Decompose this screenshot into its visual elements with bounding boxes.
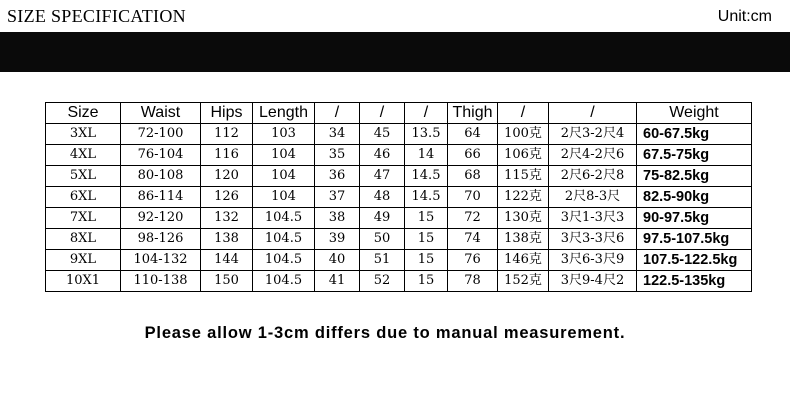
table-cell: 14 (405, 145, 448, 166)
table-cell: 112 (201, 124, 253, 145)
table-cell: 7XL (46, 208, 121, 229)
table-cell: 3尺3-3尺6 (549, 229, 637, 250)
header-banner (0, 32, 790, 72)
table-cell: 15 (405, 250, 448, 271)
table-cell: 46 (360, 145, 405, 166)
table-cell: 49 (360, 208, 405, 229)
table-header-row (46, 103, 752, 124)
column-header: Thigh (448, 103, 498, 124)
table-cell: 36 (315, 166, 360, 187)
table-cell: 152克 (498, 271, 549, 292)
column-header: / (405, 103, 448, 124)
table-cell: 50 (360, 229, 405, 250)
table-cell: 14.5 (405, 166, 448, 187)
table-cell: 104 (253, 166, 315, 187)
column-header: / (498, 103, 549, 124)
table-cell-weight: 75-82.5kg (637, 166, 752, 187)
table-cell: 10X1 (46, 271, 121, 292)
table-row (46, 124, 752, 145)
table-cell: 106克 (498, 145, 549, 166)
table-cell: 76-104 (121, 145, 201, 166)
size-table (45, 102, 752, 292)
table-cell: 138 (201, 229, 253, 250)
table-cell: 37 (315, 187, 360, 208)
table-cell: 104.5 (253, 271, 315, 292)
table-cell: 150 (201, 271, 253, 292)
table-cell: 5XL (46, 166, 121, 187)
unit-label: Unit:cm (717, 8, 772, 25)
table-row (46, 208, 752, 229)
column-header: / (360, 103, 405, 124)
table-cell: 74 (448, 229, 498, 250)
table-cell: 64 (448, 124, 498, 145)
table-cell: 122克 (498, 187, 549, 208)
table-cell: 35 (315, 145, 360, 166)
table-cell: 78 (448, 271, 498, 292)
table-cell: 45 (360, 124, 405, 145)
table-cell: 3尺9-4尺2 (549, 271, 637, 292)
table-cell: 98-126 (121, 229, 201, 250)
table-cell-weight: 60-67.5kg (637, 124, 752, 145)
column-header: / (549, 103, 637, 124)
table-cell-weight: 107.5-122.5kg (637, 250, 752, 271)
table-cell: 110-138 (121, 271, 201, 292)
table-cell: 104 (253, 187, 315, 208)
table-cell: 41 (315, 271, 360, 292)
table-cell: 15 (405, 208, 448, 229)
table-cell: 3尺1-3尺3 (549, 208, 637, 229)
table-cell: 68 (448, 166, 498, 187)
table-cell: 14.5 (405, 187, 448, 208)
table-cell: 144 (201, 250, 253, 271)
table-cell: 80-108 (121, 166, 201, 187)
table-cell: 92-120 (121, 208, 201, 229)
column-header: Size (46, 103, 121, 124)
table-cell: 34 (315, 124, 360, 145)
table-row (46, 187, 752, 208)
page-title: SIZE SPECIFICATION (7, 6, 186, 26)
table-cell: 2尺8-3尺 (549, 187, 637, 208)
table-cell: 40 (315, 250, 360, 271)
table-cell-weight: 90-97.5kg (637, 208, 752, 229)
table-cell-weight: 67.5-75kg (637, 145, 752, 166)
column-header: Length (253, 103, 315, 124)
table-cell: 48 (360, 187, 405, 208)
table-cell: 116 (201, 145, 253, 166)
table-cell: 104.5 (253, 208, 315, 229)
table-cell: 51 (360, 250, 405, 271)
table-cell: 126 (201, 187, 253, 208)
table-cell: 3尺6-3尺9 (549, 250, 637, 271)
table-cell: 72-100 (121, 124, 201, 145)
table-cell: 120 (201, 166, 253, 187)
column-header: Hips (201, 103, 253, 124)
table-cell-weight: 122.5-135kg (637, 271, 752, 292)
table-cell: 104 (253, 145, 315, 166)
table-cell: 2尺4-2尺6 (549, 145, 637, 166)
column-header: Waist (121, 103, 201, 124)
table-cell-weight: 82.5-90kg (637, 187, 752, 208)
table-cell: 6XL (46, 187, 121, 208)
measurement-note: Please allow 1-3cm differs due to manual measurement. (144, 324, 626, 342)
table-cell: 15 (405, 229, 448, 250)
table-cell: 104.5 (253, 250, 315, 271)
table-cell: 132 (201, 208, 253, 229)
table-row (46, 271, 752, 292)
table-cell: 103 (253, 124, 315, 145)
table-cell: 100克 (498, 124, 549, 145)
table-cell: 76 (448, 250, 498, 271)
table-row (46, 250, 752, 271)
table-cell: 86-114 (121, 187, 201, 208)
table-cell-weight: 97.5-107.5kg (637, 229, 752, 250)
table-cell: 8XL (46, 229, 121, 250)
table-cell: 13.5 (405, 124, 448, 145)
table-cell: 2尺3-2尺4 (549, 124, 637, 145)
column-header: / (315, 103, 360, 124)
table-cell: 47 (360, 166, 405, 187)
table-cell: 130克 (498, 208, 549, 229)
table-cell: 66 (448, 145, 498, 166)
table-row (46, 166, 752, 187)
table-cell: 15 (405, 271, 448, 292)
table-cell: 146克 (498, 250, 549, 271)
table-cell: 138克 (498, 229, 549, 250)
table-row (46, 145, 752, 166)
table-cell: 38 (315, 208, 360, 229)
table-cell: 70 (448, 187, 498, 208)
table-cell: 72 (448, 208, 498, 229)
table-cell: 3XL (46, 124, 121, 145)
table-cell: 115克 (498, 166, 549, 187)
table-row (46, 229, 752, 250)
table-cell: 104.5 (253, 229, 315, 250)
table-cell: 9XL (46, 250, 121, 271)
table-cell: 2尺6-2尺8 (549, 166, 637, 187)
table-cell: 104-132 (121, 250, 201, 271)
column-header: Weight (637, 103, 752, 124)
table-cell: 4XL (46, 145, 121, 166)
table-cell: 39 (315, 229, 360, 250)
table-cell: 52 (360, 271, 405, 292)
